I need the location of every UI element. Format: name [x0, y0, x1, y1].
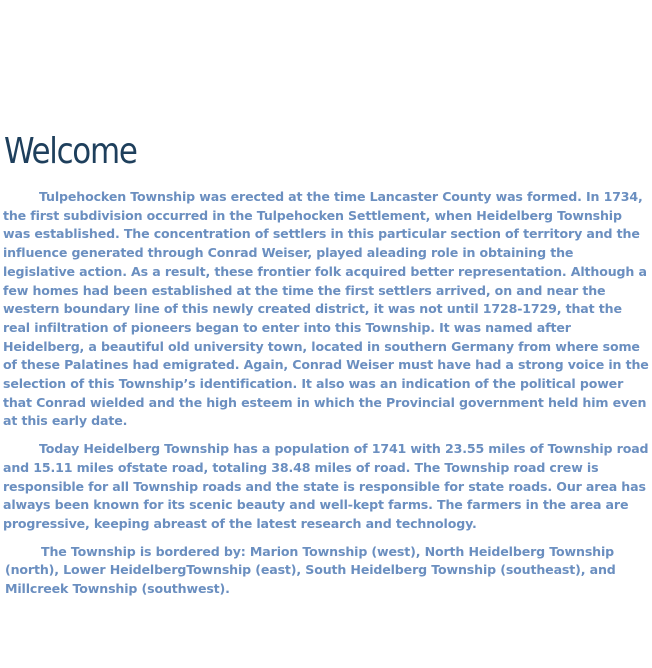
history-paragraph: Tulpehocken Township was erected at the time Lancaster County was formed. In 1734, the first subdivision occurred in the Tulpehocken Settlement, when Heidelberg Township was established. The concentration of settlers in this particular section of territory and the influence generated through Conrad Weiser, played aleading role in obtaining the legislative action. As a result, these frontier folk acquired better representation. Although a few homes had been established at the time the first settlers arrived, on and near the western boundary line of this newly created district, it was not until 1728-1729, that the real infiltration of pioneers began to enter into this Township. It was named after Heidelberg, a beautiful old university town, located in southern Germany from where some of these Palatines had emigrated. Again, Conrad Weiser must have had a strong voice in the selection of this Township’s identification. It also was an indication of the political power that Conrad wielded and the high esteem in which the Provincial government held him even at this early date. [3, 189, 649, 429]
page-title: Welcome [4, 131, 137, 172]
today-paragraph: Today Heidelberg Township has a population of 1741 with 23.55 miles of Township road and 15.11 miles ofstate road, totaling 38.48 miles of road. The Township road crew is responsible for all Township roads and the state is responsible for state roads. Our area has always been known for its scenic beauty and well-kept farms. The farmers in the area are progressive, keeping abreast of the latest research and technology. [3, 441, 649, 531]
borders-paragraph: The Township is bordered by: Marion Township (west), North Heidelberg Township (north), Lower HeidelbergTownship (east), South Heidelberg Township (southeast), and Millcreek Township (southwest). [5, 543, 616, 597]
article-body [3, 188, 649, 608]
